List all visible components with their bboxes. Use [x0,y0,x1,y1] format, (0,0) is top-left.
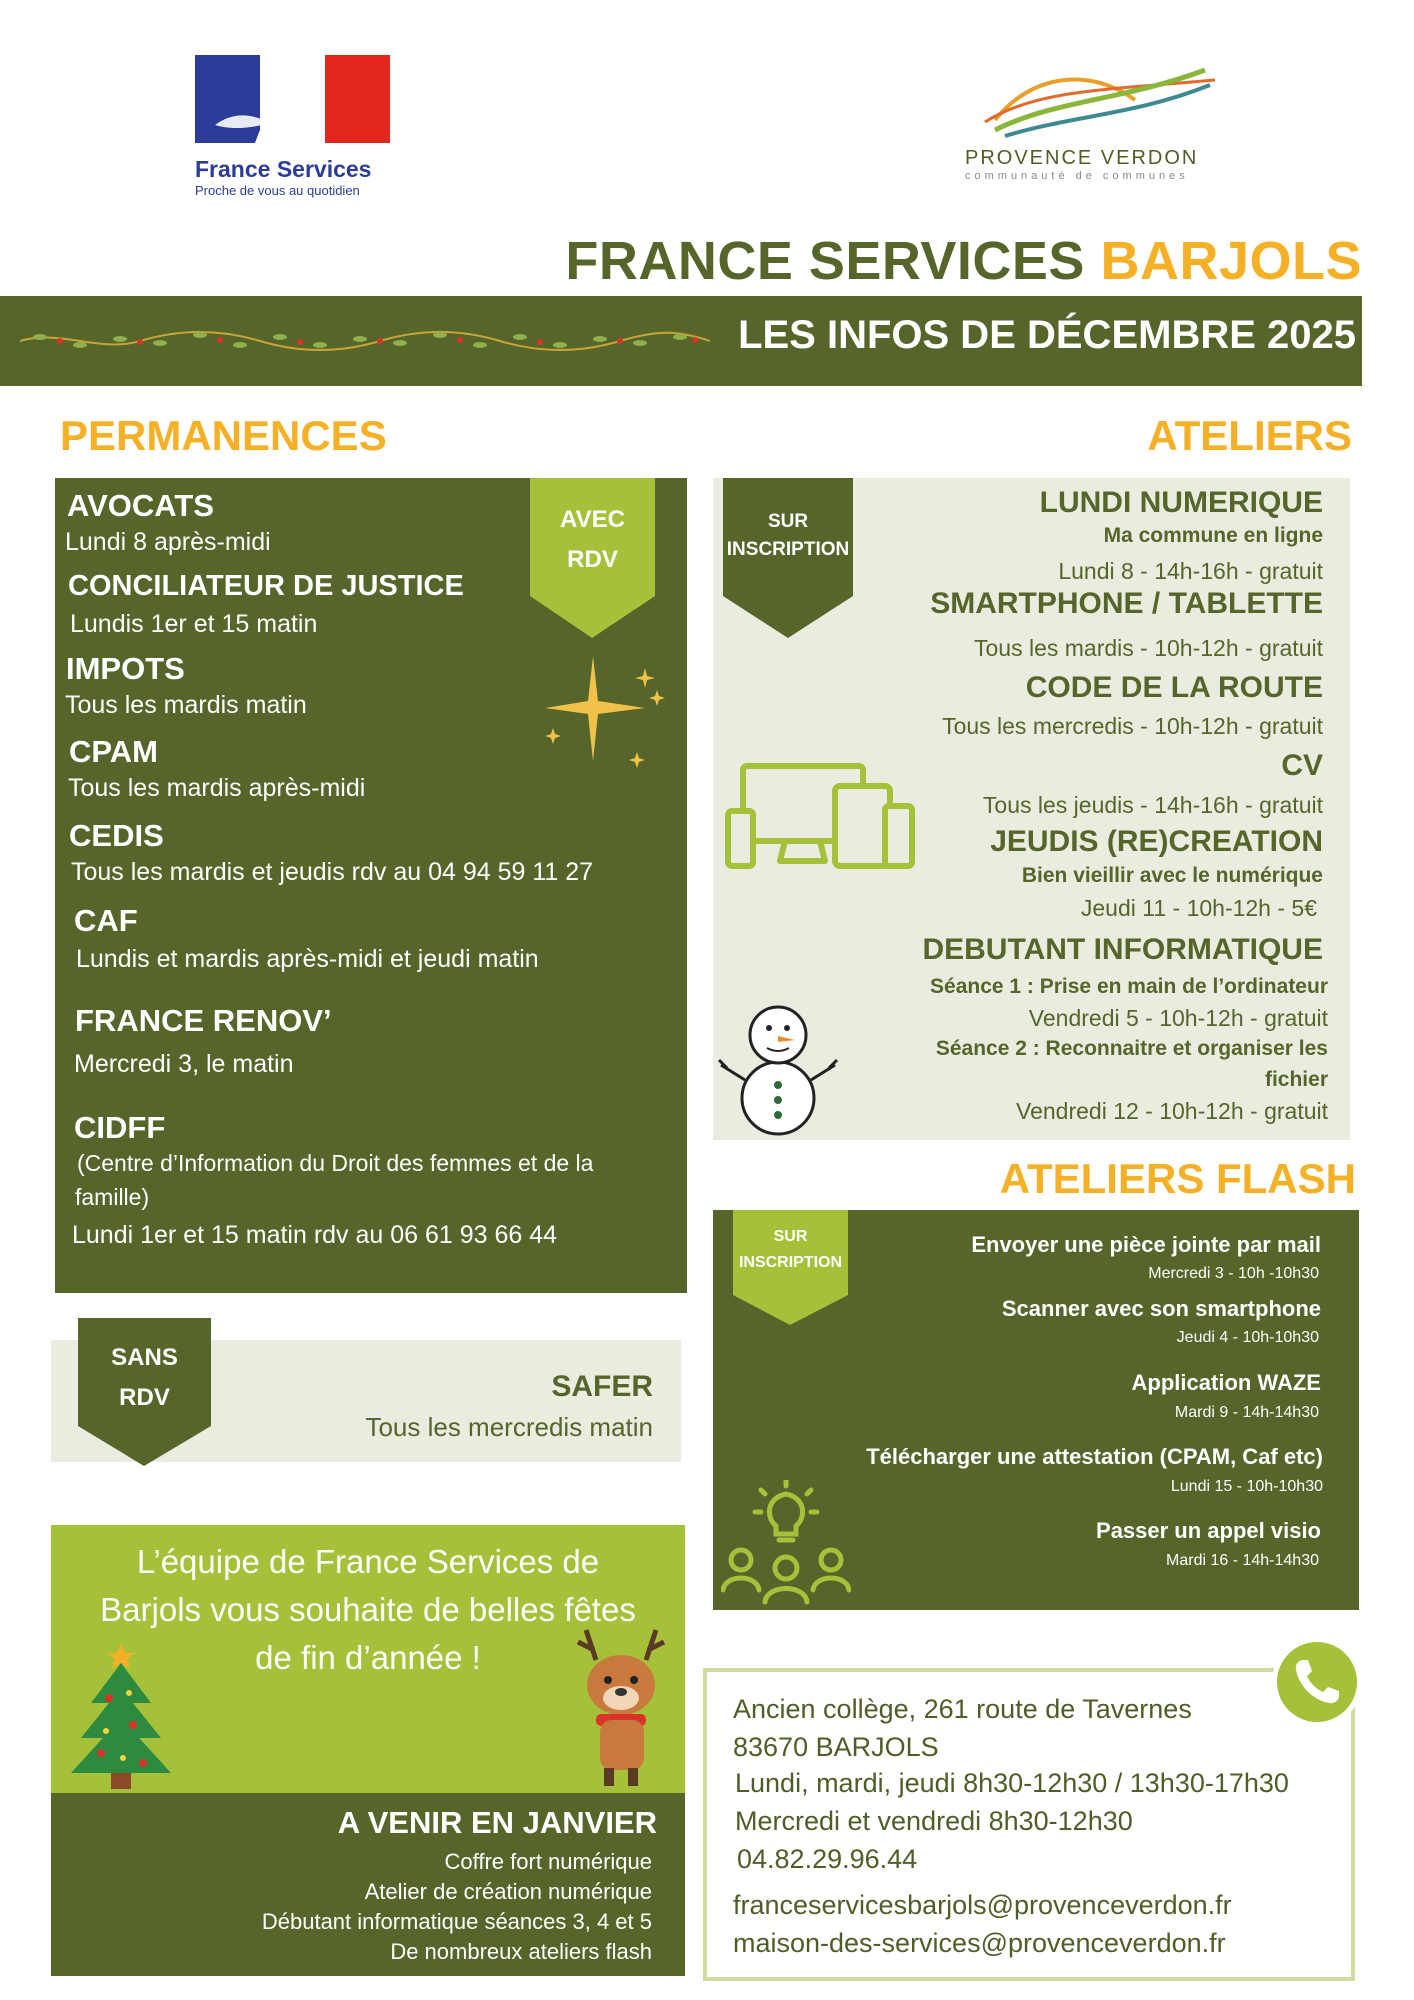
atelier-title-debutant: DEBUTANT INFORMATIQUE [922,933,1323,966]
permanences-heading: PERMANENCES [60,412,387,459]
phone-badge [1272,1637,1362,1727]
atelier-session1-subtitle: Séance 1 : Prise en main de l’ordinateur [930,975,1328,998]
perm-title-avocats: AVOCATS [67,488,214,523]
team-idea-icon [721,1480,851,1610]
janvier-item-4: De nombreux ateliers flash [390,1939,652,1964]
france-services-logo-text: France Services [195,156,372,182]
atelier-detail-code-route: Tous les mercredis - 10h-12h - gratuit [942,713,1323,739]
atelier-detail-cv: Tous les jeudis - 14h-16h - gratuit [982,792,1323,818]
perm-detail-cpam: Tous les mardis après-midi [68,774,366,802]
perm-detail-cedis: Tous les mardis et jeudis rdv au 04 94 59 11 27 [71,858,594,886]
flash-panel [713,1210,1359,1610]
sans-rdv-tag-line2: RDV [119,1384,170,1411]
atelier-subtitle-jeudis-recreation: Bien vieillir avec le numérique [1021,864,1323,887]
sans-rdv-panel [51,1340,681,1462]
provence-verdon-logo-tagline: communauté de communes [965,170,1189,182]
marianne-icon [195,55,390,143]
perm-title-impots: IMPOTS [66,651,185,686]
sans-rdv-tag [78,1318,211,1466]
atelier-subtitle-lundi-numerique: Ma commune en ligne [1103,524,1323,547]
page-title-main: FRANCE SERVICES [565,231,1085,291]
christmas-tree-icon [61,1633,181,1793]
perm-detail-cidff-line1: (Centre d’Information du Droit des femmes et de la [77,1150,594,1176]
perm-detail-france-renov: Mercredi 3, le matin [74,1050,294,1078]
perm-title-cpam: CPAM [69,734,158,769]
page-title-accent: BARJOLS [1100,231,1362,291]
perm-detail-cidff: Lundi 1er et 15 matin rdv au 06 61 93 66 44 [72,1221,558,1249]
wishes-line1: L’équipe de France Services de [136,1543,600,1580]
perm-detail-caf: Lundis et mardis après-midi et jeudi matin [76,945,539,973]
flash-title-attestation: Télécharger une attestation (CPAM, Caf etc) [866,1444,1323,1469]
atelier-title-jeudis-recreation: JEUDIS (RE)CREATION [990,825,1323,858]
ateliers-heading: ATELIERS [1147,412,1352,459]
safer-title: SAFER [551,1370,653,1403]
perm-detail-cidff-line2: famille) [75,1184,150,1210]
contact-hours-line2: Mercredi et vendredi 8h30-12h30 [735,1806,1133,1836]
perm-detail-impots: Tous les mardis matin [65,691,307,719]
ateliers-tag-line1: SUR [767,511,809,532]
flash-detail-attestation: Lundi 15 - 10h-10h30 [1170,1478,1323,1495]
perm-title-conciliateur: CONCILIATEUR DE JUSTICE [68,570,464,602]
flash-tag-line2: INSCRIPTION [738,1254,843,1271]
flash-title-appel-visio: Passer un appel visio [1096,1518,1321,1543]
snowman-icon [713,990,843,1140]
safer-detail: Tous les mercredis matin [365,1412,653,1442]
header-banner [0,296,1362,386]
avec-rdv-tag [530,478,655,638]
perm-detail-conciliateur: Lundis 1er et 15 matin [70,610,318,638]
flash-detail-piece-jointe: Mercredi 3 - 10h -10h30 [1148,1265,1319,1282]
devices-icon [725,761,915,871]
contact-address-line1: Ancien collège, 261 route de Tavernes [733,1694,1192,1724]
perm-title-france-renov: FRANCE RENOV’ [75,1003,332,1038]
contact-hours-line1: Lundi, mardi, jeudi 8h30-12h30 / 13h30-17h30 [735,1768,1289,1798]
star-icon [545,656,675,786]
atelier-title-code-route: CODE DE LA ROUTE [1025,671,1323,704]
wishes-panel [51,1525,685,1793]
contact-panel [703,1668,1355,1981]
janvier-item-1: Coffre fort numérique [444,1849,652,1874]
ateliers-tag-line2: INSCRIPTION [726,539,850,560]
ateliers-panel [713,478,1350,1140]
flash-detail-scanner: Jeudi 4 - 10h-10h30 [1176,1329,1319,1346]
janvier-item-3: Débutant informatique séances 3, 4 et 5 [261,1909,652,1934]
janvier-heading: A VENIR EN JANVIER [337,1805,657,1840]
flash-title-piece-jointe: Envoyer une pièce jointe par mail [971,1232,1321,1257]
atelier-detail-lundi-numerique: Lundi 8 - 14h-16h - gratuit [1058,558,1323,584]
janvier-item-2: Atelier de création numérique [364,1879,652,1904]
perm-title-caf: CAF [74,903,138,938]
france-services-logo-tagline: Proche de vous au quotidien [195,183,360,198]
contact-address-line2: 83670 BARJOLS [733,1732,939,1762]
atelier-detail-smartphone: Tous les mardis - 10h-12h - gratuit [974,635,1323,661]
permanences-panel [55,478,687,1293]
contact-phone[interactable]: 04.82.29.96.44 [737,1844,918,1874]
flash-tag-line1: SUR [773,1228,808,1245]
atelier-title-smartphone: SMARTPHONE / TABLETTE [930,587,1323,620]
contact-email-2[interactable]: maison-des-services@provenceverdon.fr [733,1928,1226,1958]
wishes-line2: Barjols vous souhaite de belles fêtes [100,1591,636,1628]
provence-verdon-logo [965,60,1235,190]
perm-title-cidff: CIDFF [74,1110,166,1145]
page-subtitle: LES INFOS DE DÉCEMBRE 2025 [738,313,1356,357]
flash-title-waze: Application WAZE [1131,1370,1321,1395]
page-title [565,230,1362,292]
atelier-session2-subtitle: Séance 2 : Reconnaitre et organiser les [935,1037,1328,1060]
hills-icon [975,60,1225,140]
atelier-detail-jeudis-recreation: Jeudi 11 - 10h-12h - 5€ [1080,895,1317,921]
france-services-logo [195,55,395,198]
atelier-session1-detail: Vendredi 5 - 10h-12h - gratuit [1028,1005,1328,1031]
ateliers-tag [723,478,853,638]
avec-rdv-tag-line2: RDV [567,546,618,573]
flash-tag [733,1210,848,1325]
contact-email-1[interactable]: franceservicesbarjols@provenceverdon.fr [733,1890,1232,1920]
sans-rdv-tag-line1: SANS [111,1344,178,1371]
flash-heading: ATELIERS FLASH [999,1155,1356,1202]
flash-detail-waze: Mardi 9 - 14h-14h30 [1174,1404,1319,1421]
atelier-title-cv: CV [1281,749,1323,782]
janvier-panel [51,1793,685,1976]
garland-icon [20,321,710,361]
atelier-session2-subtitle-2: fichier [1264,1068,1328,1091]
perm-title-cedis: CEDIS [69,818,164,853]
wishes-line3: de fin d’année ! [255,1639,481,1676]
provence-verdon-logo-text: PROVENCE VERDON [965,147,1199,169]
phone-icon [1277,1642,1357,1722]
flash-detail-appel-visio: Mardi 16 - 14h-14h30 [1166,1552,1319,1569]
atelier-title-lundi-numerique: LUNDI NUMERIQUE [1039,486,1323,519]
flash-title-scanner: Scanner avec son smartphone [1001,1296,1321,1321]
atelier-session2-detail: Vendredi 12 - 10h-12h - gratuit [1016,1098,1328,1124]
reindeer-icon [566,1620,676,1790]
perm-detail-avocats: Lundi 8 après-midi [65,528,271,556]
avec-rdv-tag-line1: AVEC [560,506,625,533]
